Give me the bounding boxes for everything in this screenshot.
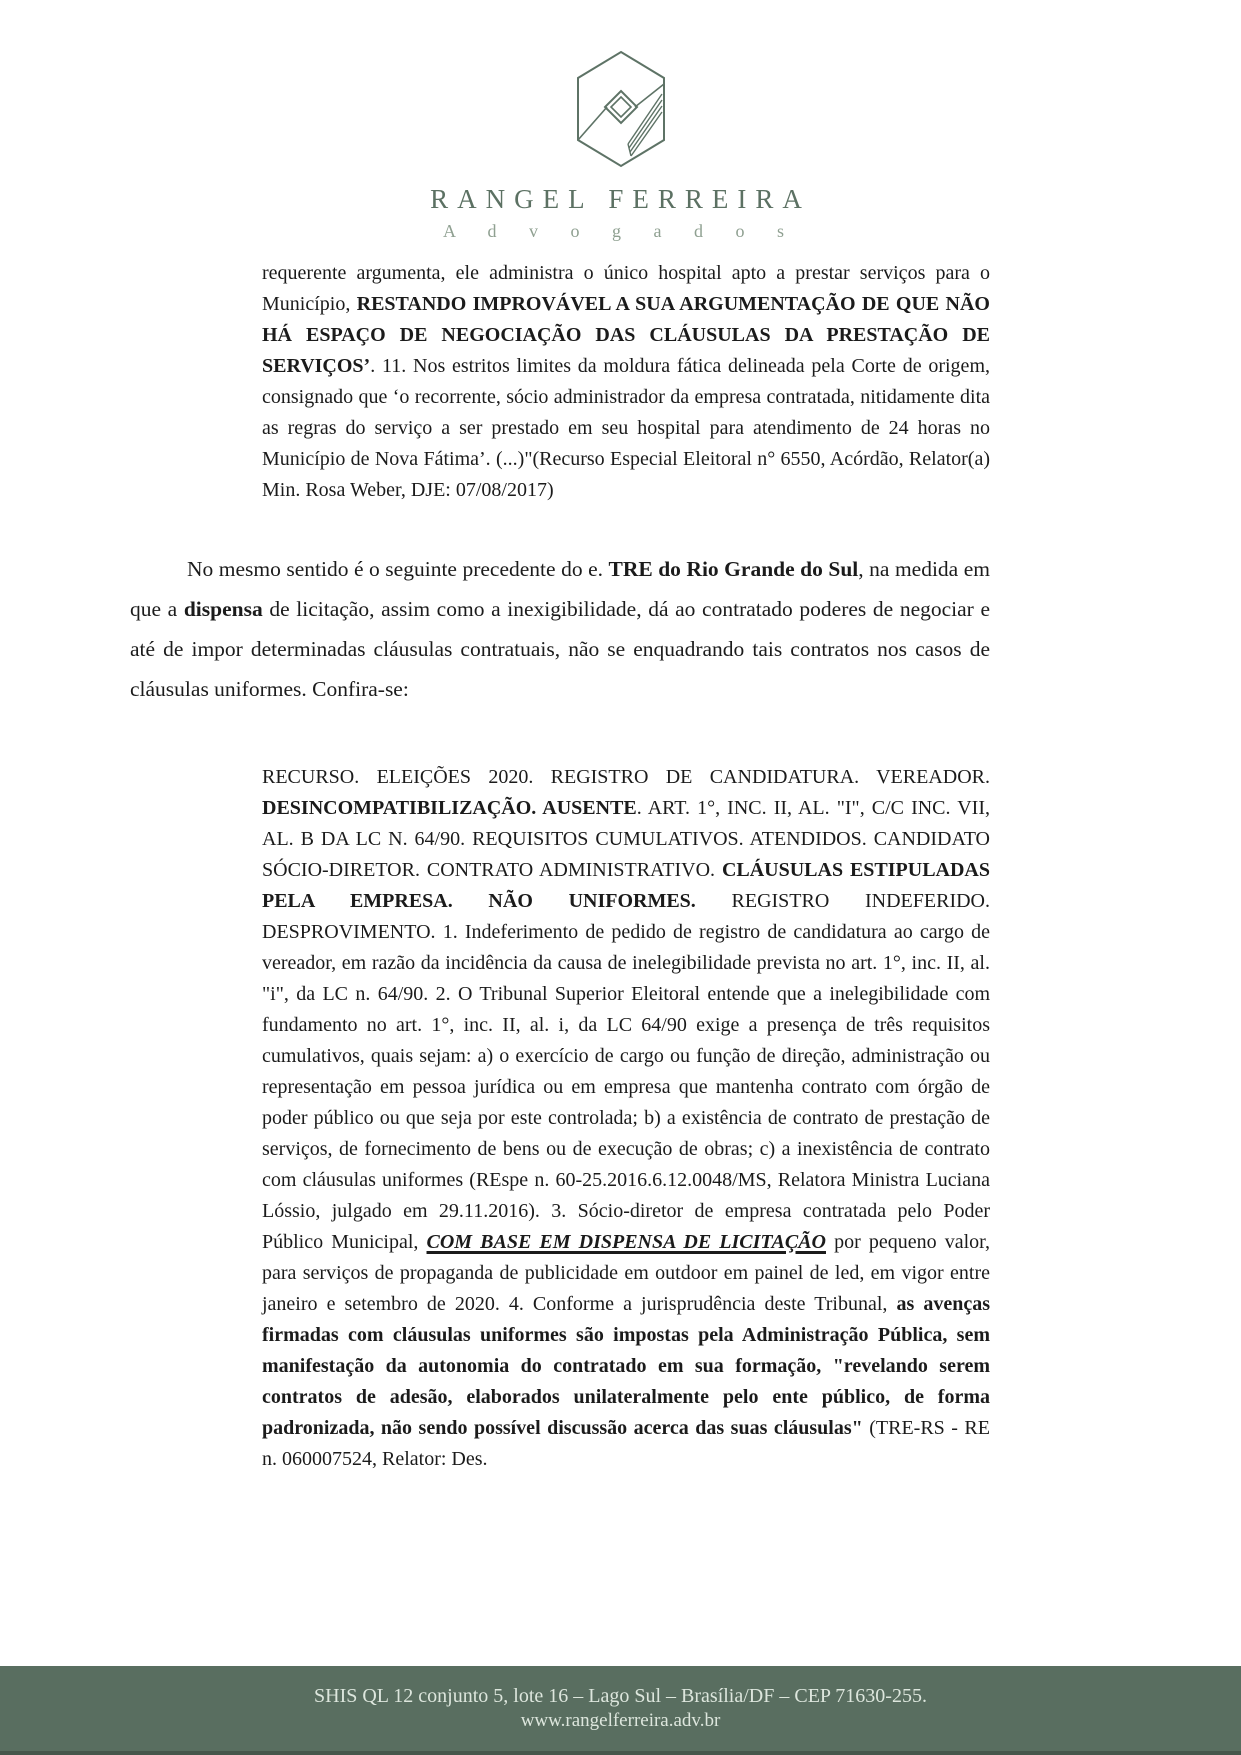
brand-name: RANGEL FERREIRA [430, 184, 811, 214]
blockquote-tre-rs-precedent: RECURSO. ELEIÇÕES 2020. REGISTRO DE CANDIDATURA. VEREADOR. DESINCOMPATIBILIZAÇÃO. AUSENTE. ART. 1°, INC. II, AL. "I", C/C INC. VII, AL. B DA LC N. 64/90. REQUISITOS CUMULATIVOS. ATENDIDOS. CANDIDATO SÓCIO-DIRETOR. CONTRATO ADMINISTRATIVO. CLÁUSULAS ESTIPULADAS PELA EMPRESA. NÃO UNIFORMES. REGISTRO INDEFERIDO. DESPROVIMENTO. 1. Indeferimento de pedido de registro de candidatura ao cargo de vereador, em razão da incidência da causa de inelegibilidade prevista no art. 1°, inc. II, al. "i", da LC n. 64/90. 2. O Tribunal Superior Eleitoral entende que a inelegibilidade com fundamento no art. 1°, inc. II, al. i, da LC 64/90 exige a presença de três requisitos cumulativos, quais sejam: a) o exercício de cargo ou função de direção, administração ou representação em pessoa jurídica ou em empresa que mantenha contrato com órgão de poder público ou que seja por este controlada; b) a existência de contrato de prestação de serviços, de fornecimento de bens ou de execução de obras; c) a inexistência de contrato com cláusulas uniformes (REspe n. 60-25.2016.6.12.0048/MS, Relatora Ministra Luciana Lóssio, julgado em 29.11.2016). 3. Sócio-diretor de empresa contratada pelo Poder Público Municipal, COM BASE EM DISPENSA DE LICITAÇÃO por pequeno valor, para serviços de propaganda de publicidade em outdoor em painel de led, em vigor entre janeiro e setembro de 2020. 4. Conforme a jurisprudência deste Tribunal, as avenças firmadas com cláusulas uniformes são impostas pela Administração Pública, sem manifestação da autonomia do contratado em sua formação, "revelando serem contratos de adesão, elaborados unilateralmente pelo ente público, de forma padronizada, não sendo possível discussão acerca das suas cláusulas" (TRE-RS - RE n. 060007524, Relator: Des. [262, 765, 991, 1470]
brand-subtitle: A d v o g a d o s [443, 221, 798, 241]
footer-website: www.rangelferreira.adv.br [520, 1710, 721, 1731]
footer-address: SHIS QL 12 conjunto 5, lote 16 – Lago Sul – Brasília/DF – CEP 71630-255. [314, 1685, 927, 1707]
paragraph-same-sense: No mesmo sentido é o seguinte precedente do e. TRE do Rio Grande do Sul, na medida em que a dispensa de licitação, assim como a inexigibilidade, dá ao contratado poderes de negociar e até de impor determinadas cláusulas contratuais, não se enquadrando tais contratos nos casos de cláusulas uniformes. Confira-se: [130, 557, 990, 701]
law-firm-logo-icon [571, 50, 671, 168]
letterhead [0, 0, 1241, 242]
footer-band [0, 1666, 1241, 1755]
blockquote-tse-precedent: requerente argumenta, ele administra o único hospital apto a prestar serviços para o Município, RESTANDO IMPROVÁVEL A SUA ARGUMENTAÇÃO DE QUE NÃO HÁ ESPAÇO DE NEGOCIAÇÃO DAS CLÁUSULAS DA PRESTAÇÃO DE SERVIÇOS’. 11. Nos estritos limites da moldura fática delineada pela Corte de origem, consignado que ‘o recorrente, sócio administrador da empresa contratada, nitidamente dita as regras do serviço a ser prestado em seu hospital para atendimento de 24 horas no Município de Nova Fátima’. (...)"(Recurso Especial Eleitoral n° 6550, Acórdão, Relator(a) Min. Rosa Weber, DJE: 07/08/2017) [262, 262, 990, 501]
document-body [0, 258, 1241, 1475]
